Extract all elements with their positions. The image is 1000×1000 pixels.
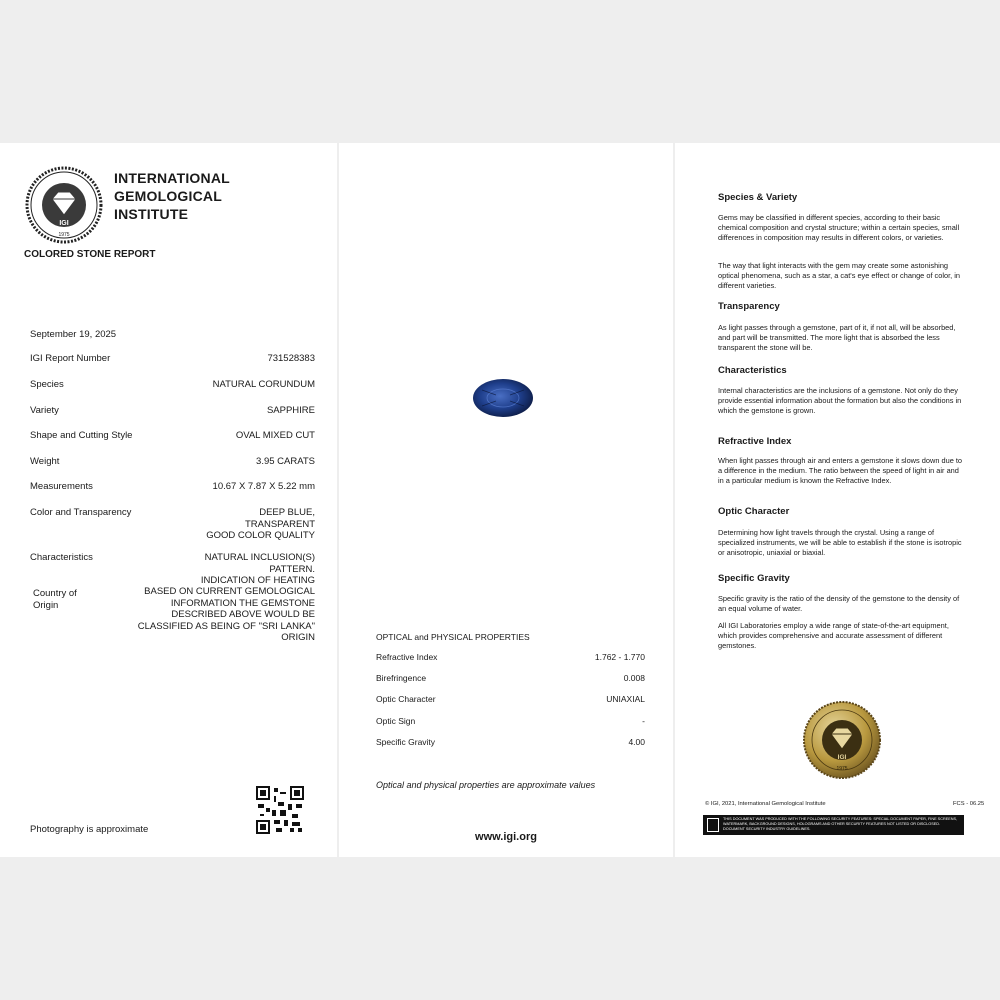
property-value: UNIAXIAL [606,694,645,704]
section-paragraph: Gems may be classified in different species, according to their basic chemical composition and crystal structure; within a certain species, small differences in composition may results in different colors, or varieties. [718,213,960,242]
field-value: 10.67 X 7.87 X 5.22 mm [212,481,315,492]
approximate-values-note: Optical and physical properties are approximate values [376,780,596,790]
value-line: DEEP BLUE, [259,507,315,518]
field-value: SAPPHIRE [266,405,315,416]
institute-line: INTERNATIONAL [114,170,230,186]
section-heading: Specific Gravity [718,573,790,584]
gemstone-photo [472,378,534,418]
institute-line: GEMOLOGICAL [114,188,222,204]
value-line: ORIGIN [281,632,315,643]
property-value: 1.762 - 1.770 [594,652,645,662]
section-paragraph: The way that light interacts with the gem may create some astonishing optical phenomena, such as a star, a cat's eye effect or change of color, in different varieties. [718,261,961,290]
value-line: BASED ON CURRENT GEMOLOGICAL [144,586,315,597]
field-label: IGI Report Number [30,353,111,364]
property-label: Specific Gravity [376,737,436,747]
value-line: TRANSPARENT [244,518,315,530]
value-line: NATURAL INCLUSION(S) [204,552,315,563]
security-text: THIS DOCUMENT WAS PRODUCED WITH THE FOLLOWING SECURITY FEATURES: SPECIAL DOCUMENT PAPER, FINE SCREENS, WATERMARK, BACKGROUND DESIGNS, HOLOGRAMS AND OTHER SECURITY FEATURES NOT LISTED OR DISCLOSED. DOCUMENT SECURITY INDUSTRY GUIDELINES. [723,817,958,831]
color-label: Color and Transparency [30,507,132,518]
section-heading: Characteristics [718,365,787,376]
field-label: Variety [30,405,59,416]
property-value: 4.00 [628,737,645,747]
svg-text:1975: 1975 [836,766,848,772]
qr-code-icon[interactable] [256,786,304,834]
security-features-bar [703,815,964,835]
value-line: INDICATION OF HEATING [200,575,315,586]
section-paragraph: When light passes through air and enters a gemstone it slows down due to a difference in the medium. The ratio between the speed of light in air and in a particular medium is known the Refractive Index. [718,456,963,485]
field-label: Shape and Cutting Style [30,430,133,441]
report-front-panel [0,143,337,857]
section-paragraph: Determining how light travels through the crystal. Using a range of specialized instruments, we will be able to establish if the stone is isotropic or anisotropic, uniaxial or biaxial. [718,528,962,557]
section-heading: Optic Character [718,506,790,517]
field-value: 3.95 CARATS [256,456,315,467]
section-heading: Transparency [718,301,780,312]
copyright-text: © IGI, 2021, International Gemological Institute [705,801,826,807]
value-line: DESCRIBED ABOVE WOULD BE [171,609,315,620]
characteristics-label: Characteristics [30,552,93,563]
origin-value [138,586,315,644]
photography-note: Photography is approximate [30,824,149,835]
value-line: CLASSIFIED AS BEING OF "SRI LANKA" [137,620,315,632]
field-value: OVAL MIXED CUT [235,430,315,441]
section-paragraph: As light passes through a gemstone, part of it, if not all, will be absorbed, and part will be transmitted. The more light that is absorbed the less transparent the stone will be. [718,323,956,352]
section-heading: Species & Variety [718,192,798,203]
report-title: COLORED STONE REPORT [24,249,156,260]
field-label: Measurements [30,481,93,492]
origin-label [33,588,77,611]
svg-text:IGI: IGI [59,220,69,227]
property-label: Birefringence [376,673,427,683]
institute-line: INSTITUTE [114,206,189,222]
svg-text:IGI: IGI [837,754,847,761]
property-label: Optic Sign [376,716,416,726]
field-value: 731528383 [267,353,315,364]
lock-icon [707,818,719,832]
section-paragraph: All IGI Laboratories employ a wide range of state-of-the-art equipment, which provides comprehensive and accurate assessment of different gemstones. [718,621,949,650]
property-label: Refractive Index [376,652,438,662]
property-value: 0.008 [623,673,645,683]
field-label: Species [30,379,64,390]
website-link[interactable]: www.igi.org [475,831,537,843]
field-label: Weight [30,456,60,467]
label-line: Country of [33,588,77,599]
value-line: PATTERN. [269,563,315,575]
form-code: FCS - 06.25 [953,801,985,807]
value-line: GOOD COLOR QUALITY [206,530,315,541]
value-line: INFORMATION THE GEMSTONE [170,597,315,609]
field-value: NATURAL CORUNDUM [212,379,315,390]
report-date: September 19, 2025 [30,329,117,340]
property-label: Optic Character [376,694,436,704]
report-middle-panel [339,143,673,857]
igi-logo-icon [24,165,104,245]
igi-hologram-seal-icon [802,700,882,780]
label-line: Origin [33,599,59,611]
report-back-panel [675,143,1000,857]
color-value [206,507,315,542]
section-paragraph: Internal characteristics are the inclusions of a gemstone. Not only do they provide essential information about the formation but also the conditions in which the gemstone is grown. [718,386,962,415]
section-heading: Refractive Index [718,436,792,447]
svg-text:1975: 1975 [58,232,70,238]
characteristics-value [201,552,315,587]
institute-name [114,169,230,223]
property-value: - [642,716,645,726]
optical-properties-title: OPTICAL and PHYSICAL PROPERTIES [376,632,530,642]
section-paragraph: Specific gravity is the ratio of the density of the gemstone to the density of an equal volume of water. [718,594,960,613]
